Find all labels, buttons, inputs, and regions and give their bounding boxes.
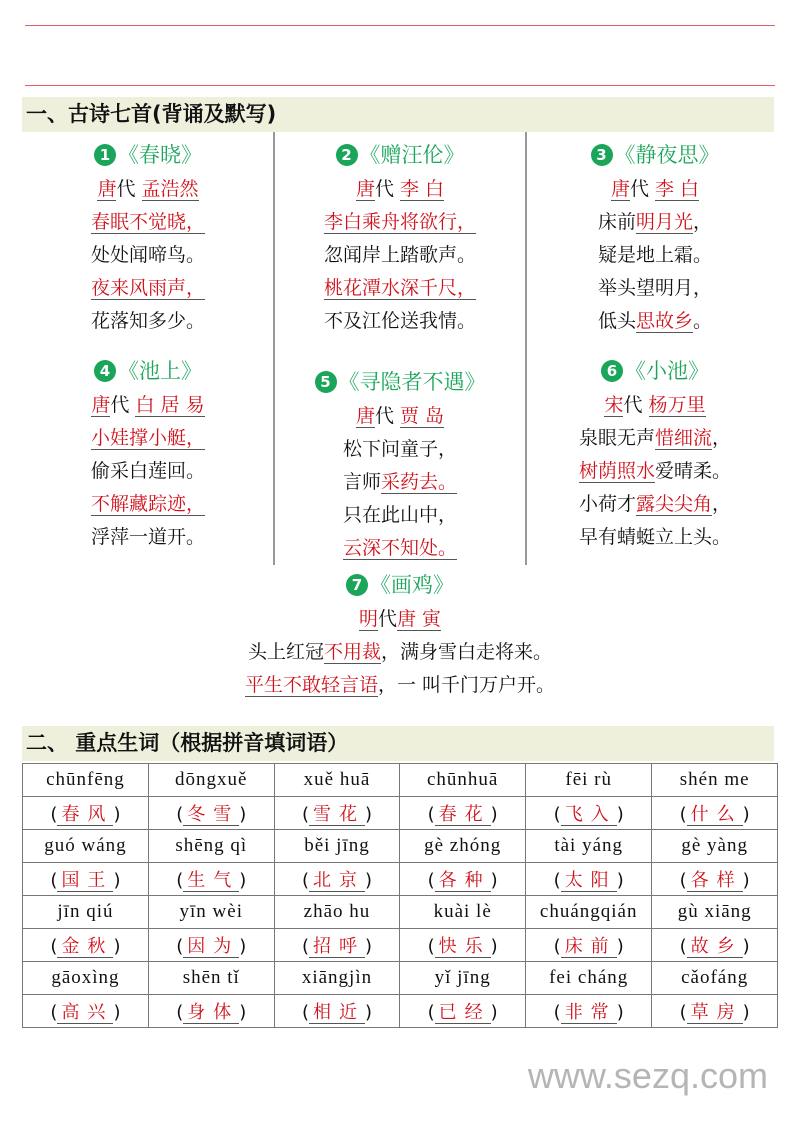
answer-word: 床前 [561, 936, 617, 958]
pinyin-row [23, 962, 778, 995]
circled-number-icon: 3 [591, 144, 613, 166]
line-text: 代 [374, 405, 394, 427]
poem-author-line [455, 389, 800, 422]
line-text: 低头 [597, 310, 636, 332]
poem-title-text: 《寻隐者不遇》 [338, 370, 486, 394]
pinyin-row [23, 830, 778, 863]
answer-text: 小娃撑小艇， [90, 427, 205, 449]
answer-word: 太阳 [561, 870, 617, 892]
line-text: 浮萍一道开。 [90, 526, 205, 548]
answer-word: 北京 [309, 870, 365, 892]
poem-line [455, 239, 800, 272]
line-text: 头上红冠 [247, 641, 324, 663]
answer-text: 明 [358, 608, 378, 630]
answer-text: 思故乡 [635, 310, 693, 332]
answer-cell: ( 飞入) [526, 797, 652, 830]
answer-text: 唐 [355, 405, 375, 427]
circled-number-icon: 2 [336, 144, 358, 166]
answer-cell: ( 国王) [23, 863, 149, 896]
answer-word: 相近 [309, 1002, 365, 1024]
line-text: 。 [693, 310, 713, 332]
answer-cell: ( 招呼) [274, 929, 400, 962]
line-text: 疑是地上霜。 [597, 244, 712, 266]
answer-cell: ( 春花) [400, 797, 526, 830]
answer-word: 金秋 [57, 936, 113, 958]
poem-line [455, 422, 800, 455]
pinyin-cell: shēng qì [148, 830, 274, 863]
answer-text: 平生不敢轻言语 [244, 674, 378, 696]
answer-word: 飞入 [561, 804, 617, 826]
answer-text: 春眠不觉晓， [90, 211, 205, 233]
line-text: 代 [377, 608, 397, 630]
poem-title [455, 353, 800, 389]
poem-title-text: 《静夜思》 [614, 143, 720, 167]
answer-cell: ( 已经) [400, 995, 526, 1028]
poem-author-line [200, 603, 600, 636]
answer-cell: ( 非常) [526, 995, 652, 1028]
line-text: 代 [623, 394, 643, 416]
line-text: 泉眼无声 [578, 427, 655, 449]
line-text: 代 [629, 178, 649, 200]
pinyin-cell: gè zhóng [400, 830, 526, 863]
poem-line [455, 272, 800, 305]
poem-3 [455, 137, 800, 338]
answer-cell: ( 故乡) [652, 929, 778, 962]
poem-line [455, 206, 800, 239]
answer-row [23, 929, 778, 962]
circled-number-icon: 6 [601, 360, 623, 382]
answer-word: 高兴 [57, 1002, 113, 1024]
circled-number-icon: 7 [346, 574, 368, 596]
answer-word: 什么 [687, 804, 743, 826]
answer-cell: ( 北京) [274, 863, 400, 896]
pinyin-cell: xuě huā [274, 764, 400, 797]
poem-title-text: 《画鸡》 [370, 573, 454, 597]
answer-word: 国王 [57, 870, 113, 892]
circled-number-icon: 4 [94, 360, 116, 382]
answer-text: 树荫照水 [578, 460, 655, 482]
answer-word: 雪花 [309, 804, 365, 826]
pinyin-cell: jīn qiú [23, 896, 149, 929]
answer-word: 生气 [183, 870, 239, 892]
answer-cell: ( 雪花) [274, 797, 400, 830]
answer-word: 春风 [57, 804, 113, 826]
pinyin-cell: yǐ jīng [400, 962, 526, 995]
line-text: ，满身雪白走将来。 [381, 641, 553, 663]
poem-line [200, 669, 600, 702]
answer-cell: ( 因为) [148, 929, 274, 962]
line-text: 小荷才 [578, 493, 636, 515]
poem-6 [455, 353, 800, 554]
pinyin-cell: dōngxuě [148, 764, 274, 797]
answer-word: 春花 [435, 804, 491, 826]
pinyin-cell: gāoxìng [23, 962, 149, 995]
pinyin-cell: gè yàng [652, 830, 778, 863]
line-text: ， [693, 211, 713, 233]
poem-title-text: 《池上》 [118, 359, 202, 383]
answer-word: 各样 [687, 870, 743, 892]
pinyin-cell: shén me [652, 764, 778, 797]
pinyin-cell: běi jīng [274, 830, 400, 863]
vocab-table [22, 763, 778, 1028]
line-text: 早有蜻蜓立上头。 [578, 526, 731, 548]
poem-title [200, 567, 600, 603]
answer-text: 唐 寅 [396, 608, 442, 630]
answer-cell: ( 金秋) [23, 929, 149, 962]
answer-cell: ( 床前) [526, 929, 652, 962]
answer-cell: ( 各样) [652, 863, 778, 896]
answer-row [23, 863, 778, 896]
top-rule [25, 85, 775, 86]
answer-word: 招呼 [309, 936, 365, 958]
pinyin-cell: gù xiāng [652, 896, 778, 929]
answer-text: 唐 [610, 178, 630, 200]
poem-line [455, 455, 800, 488]
answer-text: 惜细流 [654, 427, 712, 449]
answer-word: 各种 [435, 870, 491, 892]
pinyin-cell: zhāo hu [274, 896, 400, 929]
line-text: 言师 [342, 471, 381, 493]
poem-title-text: 《春晓》 [118, 143, 202, 167]
pinyin-cell: xiāngjìn [274, 962, 400, 995]
poem-line [455, 521, 800, 554]
answer-cell: ( 草房) [652, 995, 778, 1028]
line-text: 不及江伦送我情。 [323, 310, 476, 332]
answer-word: 快乐 [435, 936, 491, 958]
answer-word: 身体 [183, 1002, 239, 1024]
pinyin-cell: cǎofáng [652, 962, 778, 995]
circled-number-icon: 1 [94, 144, 116, 166]
answer-word: 非常 [561, 1002, 617, 1024]
answer-text: 唐 [355, 178, 375, 200]
answer-word: 因为 [183, 936, 239, 958]
answer-cell: ( 高兴) [23, 995, 149, 1028]
answer-cell: ( 相近) [274, 995, 400, 1028]
answer-text: 宋 [604, 394, 624, 416]
answer-cell: ( 春风) [23, 797, 149, 830]
pinyin-cell: chūnhuā [400, 764, 526, 797]
answer-cell: ( 生气) [148, 863, 274, 896]
pinyin-cell: yīn wèi [148, 896, 274, 929]
answer-text: 桃花潭水深千尺， [323, 277, 476, 299]
answer-row [23, 797, 778, 830]
pinyin-cell: tài yáng [526, 830, 652, 863]
poem-author-line [455, 173, 800, 206]
answer-text: 采药去。 [381, 471, 458, 493]
answer-text: 孟浩然 [141, 178, 199, 200]
answer-text: 夜来风雨声， [90, 277, 205, 299]
line-text: 花落知多少。 [90, 310, 205, 332]
line-text: ， [712, 427, 732, 449]
poem-title-text: 《小池》 [625, 359, 709, 383]
line-text: 床前 [597, 211, 636, 233]
pinyin-cell: chūnfēng [23, 764, 149, 797]
line-text: 处处闻啼鸟。 [90, 244, 205, 266]
poem-line [455, 305, 800, 338]
answer-text: 露尖尖角 [635, 493, 712, 515]
answer-word: 冬雪 [183, 804, 239, 826]
poem-line [200, 636, 600, 669]
answer-cell: ( 太阳) [526, 863, 652, 896]
line-text: 代 [116, 178, 136, 200]
answer-text: 不用裁 [323, 641, 381, 663]
answer-cell: ( 什么) [652, 797, 778, 830]
line-text: ， [712, 493, 732, 515]
top-rule [25, 25, 775, 26]
line-text: ，一 叫千门万户开。 [377, 674, 556, 696]
pinyin-cell: guó wáng [23, 830, 149, 863]
pinyin-cell: fēi rù [526, 764, 652, 797]
line-text [642, 394, 648, 416]
answer-word: 草房 [687, 1002, 743, 1024]
answer-text: 白 居 易 [135, 394, 205, 416]
answer-text: 明月光 [635, 211, 693, 233]
line-text: 只在此山中， [342, 504, 457, 526]
pinyin-cell: chuángqián [526, 896, 652, 929]
answer-text: 不解藏踪迹， [90, 493, 205, 515]
line-text: 爱晴柔。 [655, 460, 732, 482]
pinyin-row [23, 764, 778, 797]
line-text [135, 178, 141, 200]
pinyin-cell: shēn tǐ [148, 962, 274, 995]
line-text: 代 [374, 178, 394, 200]
poem-title [455, 137, 800, 173]
poem-line [455, 488, 800, 521]
pinyin-cell: fei cháng [526, 962, 652, 995]
answer-text: 唐 [97, 178, 117, 200]
answer-word: 故乡 [687, 936, 743, 958]
line-text: 代 [110, 394, 130, 416]
pinyin-row [23, 896, 778, 929]
answer-word: 已经 [435, 1002, 491, 1024]
section-1-header: 一、古诗七首(背诵及默写) [22, 97, 774, 132]
circled-number-icon: 5 [315, 371, 337, 393]
line-text: 举头望明月， [597, 277, 712, 299]
section-2-header: 二、 重点生词（根据拼音填词语） [22, 726, 774, 761]
poem-7 [200, 567, 600, 702]
watermark: www.sezq.com [527, 1055, 768, 1096]
pinyin-cell: kuài lè [400, 896, 526, 929]
answer-text: 李 白 [655, 178, 700, 200]
answer-text: 李白乘舟将欲行， [323, 211, 476, 233]
answer-text: 云深不知处。 [342, 537, 457, 559]
answer-text: 杨万里 [648, 394, 706, 416]
answer-cell: ( 各种) [400, 863, 526, 896]
answer-row [23, 995, 778, 1028]
line-text: 忽闻岸上踏歌声。 [323, 244, 476, 266]
line-text: 偷采白莲回。 [90, 460, 205, 482]
line-text: 松下问童子， [342, 438, 457, 460]
answer-cell: ( 冬雪) [148, 797, 274, 830]
answer-text: 贾 岛 [400, 405, 445, 427]
answer-text: 李 白 [400, 178, 445, 200]
answer-text: 唐 [91, 394, 111, 416]
poem-title-text: 《赠汪伦》 [359, 143, 465, 167]
answer-cell: ( 身体) [148, 995, 274, 1028]
answer-cell: ( 快乐) [400, 929, 526, 962]
